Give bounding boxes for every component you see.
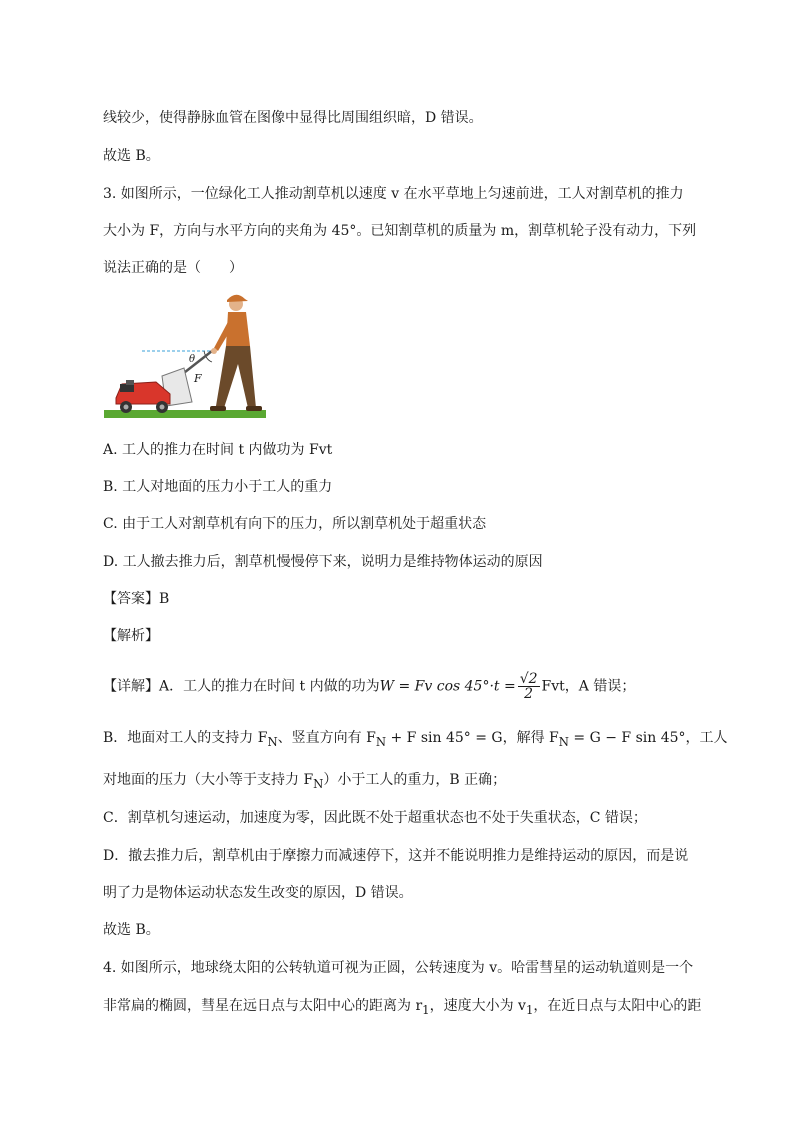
option-c: C. 由于工人对割草机有向下的压力，所以割草机处于超重状态 xyxy=(103,516,487,532)
option-d: D. 工人撤去推力后，割草机慢慢停下来，说明力是维持物体运动的原因 xyxy=(103,554,543,570)
theta-label: θ xyxy=(189,354,196,365)
worker-cap xyxy=(227,295,248,302)
option-b: B. 工人对地面的压力小于工人的重力 xyxy=(103,479,333,495)
question-4-stem: 4. 如图所示，地球绕太阳的公转轨道可视为正圆，公转速度为 v。哈雷彗星的运动轨道则是一个 xyxy=(103,960,694,976)
detail-a-text: 【详解】A．工人的推力在时间 t 内做的功为 xyxy=(103,678,380,695)
lawn-mower-figure xyxy=(100,290,270,425)
worker-pants xyxy=(216,346,256,408)
detail-a xyxy=(103,672,694,701)
question-3-stem: 3. 如图所示，一位绿化工人推动割草机以速度 v 在水平草地上匀速前进，工人对割草机的推力 xyxy=(103,186,684,202)
detail-b-line2: 对地面的压力（大小等于支持力 $F_N$）小于工人的重力，B 正确； xyxy=(103,772,507,791)
option-a: A. 工人的推力在时间 t 内做功为 Fvt xyxy=(103,442,333,458)
detail-d-line2: 明了力是物体运动状态发生改变的原因，D 错误。 xyxy=(103,885,413,901)
worker-shoe xyxy=(210,406,226,411)
detail-a-equation: W = Fv cos 45°·t = xyxy=(379,678,516,695)
mower-cap xyxy=(126,380,134,385)
force-label: F xyxy=(194,372,202,385)
question-4-stem: 非常扁的椭圆，彗星在远日点与太阳中心的距离为 $r_1$，速度大小为 $v_1$，在近日点与太阳中心的距 xyxy=(103,998,702,1017)
text-line: 故选 B。 xyxy=(103,148,160,164)
text-line: 线较少，使得静脉血管在图像中显得比周围组织暗，D 错误。 xyxy=(103,110,483,126)
question-3-stem: 说法正确的是（ ） xyxy=(103,260,243,276)
worker-shoe xyxy=(246,406,262,411)
sqrt2-over-2-fraction: $\frac{√2}{2}$ xyxy=(519,671,538,702)
analysis-heading: 【解析】 xyxy=(103,628,159,644)
detail-b-line1: B．地面对工人的支持力 $F_N$、竖直方向有 $F_N + F$ sin 45° = G，解得 $F_N = G - F$ sin 45°，工人 xyxy=(103,730,728,749)
detail-a-tail: Fvt，A 错误； xyxy=(541,678,636,695)
conclusion: 故选 B。 xyxy=(103,922,160,938)
answer-line: 【答案】B xyxy=(103,591,170,607)
detail-c: C．割草机匀速运动，加速度为零，因此既不处于超重状态也不处于失重状态，C 错误； xyxy=(103,810,647,826)
detail-d-line1: D．撤去推力后，割草机由于摩擦力而减速停下，这并不能说明推力是维持运动的原因，而是说 xyxy=(103,848,689,864)
worker-hand xyxy=(211,348,217,354)
mower-engine xyxy=(120,384,134,392)
question-3-stem: 大小为 F，方向与水平方向的夹角为 45°。已知割草机的质量为 m，割草机轮子没有动力，下列 xyxy=(103,223,697,239)
